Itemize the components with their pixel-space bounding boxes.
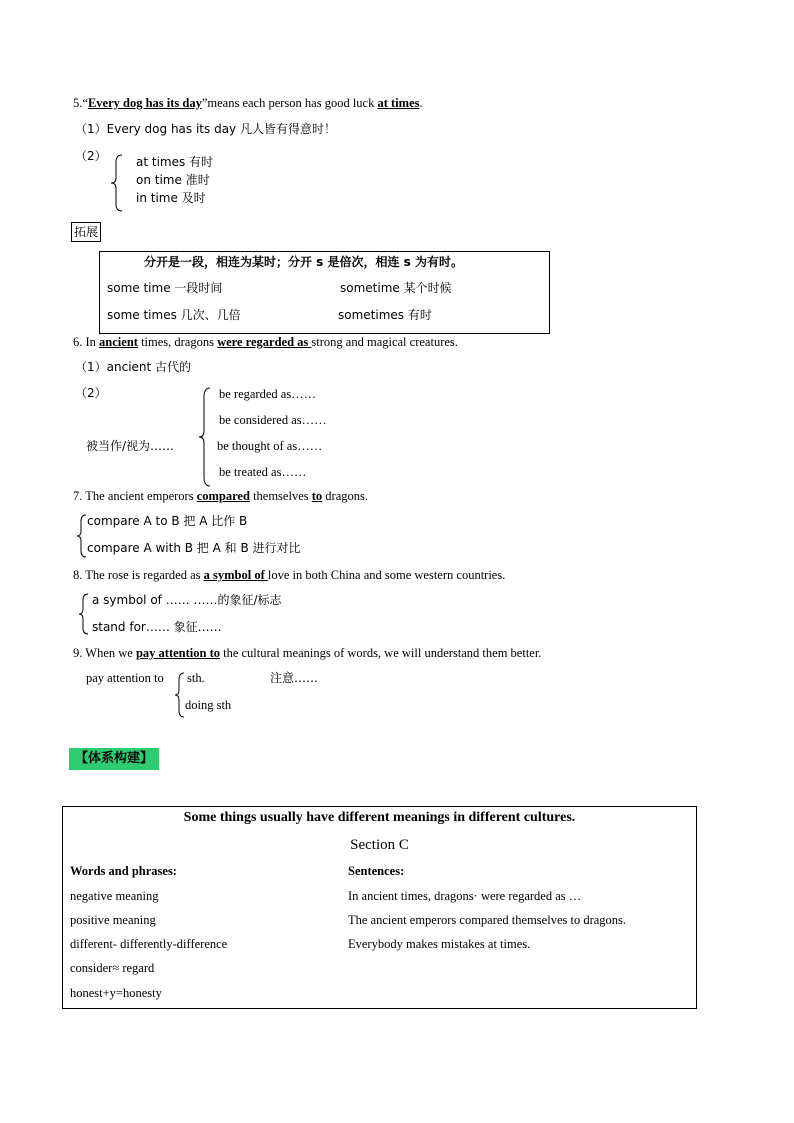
- item-9-sentence: 9. When we pay attention to the cultural meanings of words, we will understand them better.: [73, 646, 542, 660]
- extension-cell: some time 一段时间: [107, 281, 223, 295]
- words-item: consider≈ regard: [70, 961, 155, 975]
- brace-icon: [110, 154, 124, 212]
- extension-tag: 拓展: [71, 222, 101, 242]
- sentences-item: Everybody makes mistakes at times.: [348, 937, 531, 951]
- brace-line: be regarded as……: [219, 387, 317, 401]
- brace-line: doing sth: [185, 698, 232, 712]
- words-item: negative meaning: [70, 889, 159, 903]
- words-item: different- differently-difference: [70, 937, 228, 951]
- words-heading: Words and phrases:: [70, 864, 177, 878]
- key-phrase: to: [311, 489, 323, 503]
- item-5-note-1: （1）Every dog has its day 凡人皆有得意时！: [75, 122, 336, 136]
- key-phrase: ancient: [99, 335, 138, 349]
- key-phrase: Every dog has its day: [87, 96, 202, 110]
- item-6-sentence: 6. In ancient times, dragons were regarded as strong and magical creatures.: [73, 335, 458, 349]
- extension-cell: sometime 某个时候: [340, 281, 452, 295]
- brace-line: at times 有时: [136, 155, 214, 169]
- key-phrase: pay attention to: [135, 646, 220, 660]
- brace-line: stand for…… 象征……: [92, 620, 222, 634]
- summary-title: Some things usually have different meanings in different cultures.: [183, 810, 576, 825]
- brace-line: on time 准时: [136, 173, 210, 187]
- summary-section: Section C: [350, 837, 409, 853]
- words-item: positive meaning: [70, 913, 156, 927]
- brace-line: sth.: [187, 671, 205, 685]
- brace-line: be treated as……: [219, 465, 307, 479]
- extension-box: [99, 251, 550, 334]
- item-8-sentence: 8. The rose is regarded as a symbol of love in both China and some western countries.: [73, 568, 506, 582]
- item-5-note-2-label: （2）: [75, 149, 107, 163]
- brace-icon: [198, 387, 212, 487]
- item-6-note-1: （1）ancient 古代的: [75, 360, 192, 374]
- sentences-item: In ancient times, dragons· were regarded as …: [348, 889, 582, 903]
- brace-line: compare A with B 把 A 和 B 进行对比: [87, 541, 301, 555]
- sentences-item: The ancient emperors compared themselves to dragons.: [348, 913, 627, 927]
- brace-line: compare A to B 把 A 比作 B: [87, 514, 248, 528]
- item-7-sentence: 7. The ancient emperors compared themselves to dragons.: [73, 489, 368, 503]
- extension-title: 分开是一段，相连为某时；分开 s 是倍次，相连 s 为有时。: [144, 255, 463, 269]
- brace-icon: [78, 593, 90, 635]
- item-5-sentence: 5.“Every dog has its day”means each person has good luck at times.: [73, 96, 423, 110]
- extension-cell: sometimes 有时: [338, 308, 432, 322]
- key-phrase: a symbol of: [203, 568, 268, 582]
- item-6-left-label: 被当作/视为……: [86, 439, 175, 453]
- brace-line: be thought of as……: [217, 439, 323, 453]
- brace-line: in time 及时: [136, 191, 206, 205]
- item-6-note-2-label: （2）: [75, 386, 107, 400]
- key-phrase: were regarded as: [217, 335, 312, 349]
- key-phrase: compared: [196, 489, 250, 503]
- brace-line: a symbol of …… ……的象征/标志: [92, 593, 282, 607]
- extension-cell: some times 几次、几倍: [107, 308, 241, 322]
- words-item: honest+y=honesty: [70, 986, 162, 1000]
- item-9-left-label: pay attention to: [86, 671, 164, 685]
- brace-line: be considered as……: [219, 413, 327, 427]
- key-phrase: at times: [377, 96, 420, 110]
- section-label: 【体系构建】: [69, 748, 159, 770]
- item-9-gloss: 注意……: [270, 671, 319, 685]
- sentences-heading: Sentences:: [348, 864, 405, 878]
- summary-box: [62, 806, 697, 1009]
